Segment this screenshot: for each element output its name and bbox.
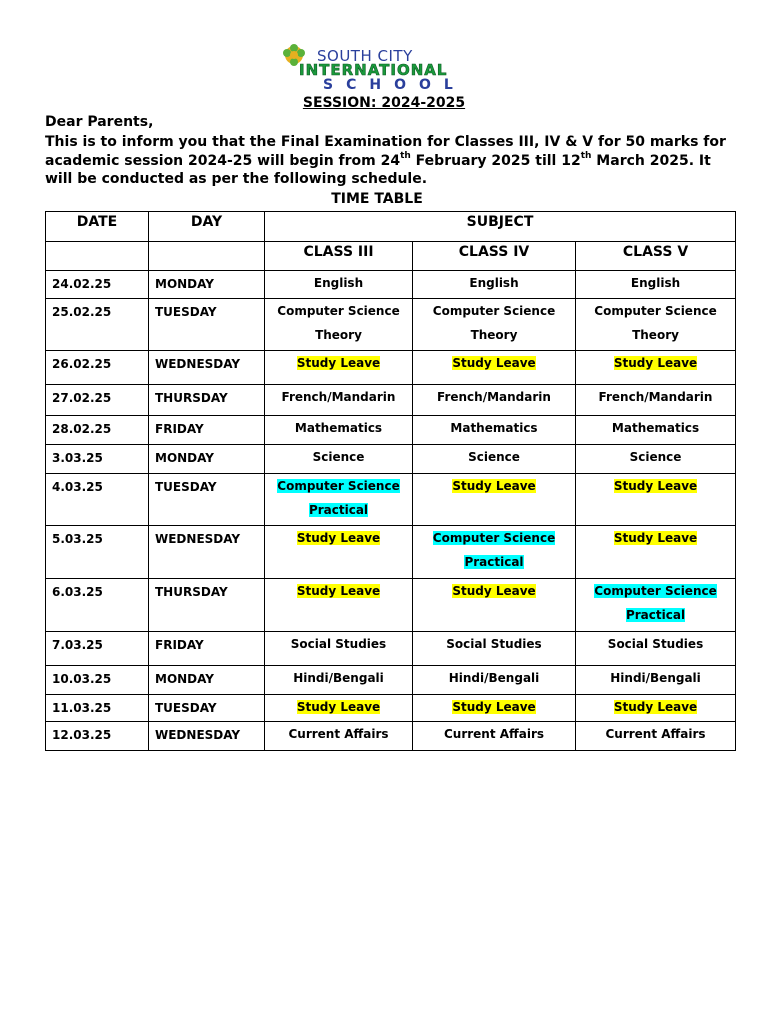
table-row	[46, 722, 736, 751]
cell-day: WEDNESDAY	[149, 526, 265, 579]
salutation: Dear Parents,	[45, 114, 154, 130]
cell-subject-class-5	[576, 299, 736, 351]
subject-text: French/Mandarin	[437, 390, 551, 404]
cell-subject-class-4	[413, 722, 576, 751]
subject-text: Current Affairs	[605, 727, 706, 741]
cell-subject-class-3	[265, 299, 413, 351]
header-row-classes	[46, 242, 736, 271]
subject-text: Study Leave	[452, 479, 536, 493]
subject-text: English	[469, 276, 519, 290]
logo-line-3: SCHOOL	[323, 77, 466, 93]
header-subject: SUBJECT	[265, 212, 736, 242]
subject-text: Computer Science Theory	[432, 304, 556, 342]
subject-text: Hindi/Bengali	[610, 671, 701, 685]
subject-text: Study Leave	[452, 700, 536, 714]
cell-date: 24.02.25	[46, 271, 149, 299]
intro-sup-1: th	[400, 150, 411, 161]
header-class-3: CLASS III	[265, 242, 413, 271]
cell-date: 10.03.25	[46, 666, 149, 695]
intro-part-2: February 2025 till 12	[410, 152, 581, 169]
table-row	[46, 351, 736, 385]
cell-day: MONDAY	[149, 271, 265, 299]
header-class-4: CLASS IV	[413, 242, 576, 271]
header-empty-day	[149, 242, 265, 271]
cell-subject-class-4	[413, 445, 576, 474]
table-row	[46, 416, 736, 445]
subject-text: Current Affairs	[443, 727, 545, 741]
cell-subject-class-5	[576, 695, 736, 722]
cell-date: 26.02.25	[46, 351, 149, 385]
cell-subject-class-5	[576, 416, 736, 445]
intro-sup-2: th	[580, 150, 592, 161]
cell-subject-class-3	[265, 695, 413, 722]
timetable-body	[46, 271, 736, 751]
cell-date: 4.03.25	[46, 474, 149, 526]
subject-text: English	[630, 276, 681, 290]
cell-subject-class-3	[265, 351, 413, 385]
table-row	[46, 445, 736, 474]
header-row-main	[46, 212, 736, 242]
cell-subject-class-3	[265, 579, 413, 632]
cell-subject-class-3	[265, 526, 413, 579]
cell-day: TUESDAY	[149, 474, 265, 526]
timetable	[45, 211, 736, 751]
intro-part-3: March 2025. It will be conducted as per the following schedule.	[45, 152, 711, 187]
subject-text: Mathematics	[450, 421, 538, 435]
cell-subject-class-5	[576, 666, 736, 695]
cell-day: THURSDAY	[149, 385, 265, 416]
subject-text: English	[313, 276, 364, 290]
cell-subject-class-3	[265, 445, 413, 474]
subject-text: Science	[468, 450, 520, 464]
subject-text: Study Leave	[296, 531, 381, 545]
cell-subject-class-3	[265, 474, 413, 526]
header-day: DAY	[149, 212, 265, 242]
school-logo-graphic	[279, 44, 485, 94]
cell-subject-class-5	[576, 351, 736, 385]
intro-paragraph	[45, 133, 735, 189]
cell-subject-class-5	[576, 385, 736, 416]
subject-text: Computer Science Practical	[594, 584, 717, 622]
cell-subject-class-3	[265, 722, 413, 751]
cell-subject-class-4	[413, 666, 576, 695]
table-row	[46, 695, 736, 722]
subject-text: Computer Science Practical	[432, 531, 556, 569]
cell-subject-class-4	[413, 271, 576, 299]
cell-subject-class-5	[576, 632, 736, 666]
table-row	[46, 299, 736, 351]
school-logo	[279, 44, 485, 94]
cell-date: 25.02.25	[46, 299, 149, 351]
subject-text: Study Leave	[452, 356, 536, 370]
table-row	[46, 526, 736, 579]
cell-subject-class-5	[576, 579, 736, 632]
cell-subject-class-3	[265, 666, 413, 695]
subject-text: Hindi/Bengali	[448, 671, 540, 685]
subject-text: Computer Science Theory	[277, 304, 400, 342]
cell-day: FRIDAY	[149, 416, 265, 445]
subject-text: Study Leave	[296, 584, 381, 598]
cell-date: 11.03.25	[46, 695, 149, 722]
intro-part-1: This is to inform you that the Final Examination for Classes III, IV & V for 50 marks for academic session 2024-25 will begin from 24	[45, 134, 726, 169]
cell-day: MONDAY	[149, 666, 265, 695]
cell-date: 27.02.25	[46, 385, 149, 416]
cell-subject-class-4	[413, 695, 576, 722]
subject-text: Hindi/Bengali	[293, 671, 384, 685]
cell-date: 5.03.25	[46, 526, 149, 579]
cell-subject-class-4	[413, 416, 576, 445]
subject-text: Science	[312, 450, 365, 464]
session-title: SESSION: 2024-2025	[302, 95, 466, 111]
cell-date: 7.03.25	[46, 632, 149, 666]
table-row	[46, 385, 736, 416]
subject-text: Study Leave	[613, 479, 698, 493]
header-class-5: CLASS V	[576, 242, 736, 271]
table-row	[46, 579, 736, 632]
subject-text: Mathematics	[294, 421, 383, 435]
cell-subject-class-3	[265, 416, 413, 445]
cell-subject-class-4	[413, 579, 576, 632]
cell-subject-class-4	[413, 385, 576, 416]
logo-line-2: INTERNATIONAL	[299, 61, 448, 79]
cell-date: 28.02.25	[46, 416, 149, 445]
cell-subject-class-4	[413, 526, 576, 579]
cell-subject-class-5	[576, 271, 736, 299]
cell-subject-class-5	[576, 722, 736, 751]
table-row	[46, 271, 736, 299]
cell-subject-class-3	[265, 632, 413, 666]
subject-text: Mathematics	[611, 421, 700, 435]
table-row	[46, 666, 736, 695]
subject-text: French/Mandarin	[598, 390, 713, 404]
cell-subject-class-3	[265, 385, 413, 416]
cell-subject-class-3	[265, 271, 413, 299]
cell-date: 12.03.25	[46, 722, 149, 751]
subject-text: Study Leave	[613, 531, 698, 545]
subject-text: Computer Science Theory	[594, 304, 717, 342]
subject-text: Social Studies	[290, 637, 387, 651]
cell-day: FRIDAY	[149, 632, 265, 666]
cell-day: TUESDAY	[149, 695, 265, 722]
cell-day: WEDNESDAY	[149, 351, 265, 385]
cell-date: 6.03.25	[46, 579, 149, 632]
cell-date: 3.03.25	[46, 445, 149, 474]
cell-subject-class-4	[413, 299, 576, 351]
table-row	[46, 474, 736, 526]
subject-text: Social Studies	[607, 637, 704, 651]
cell-subject-class-5	[576, 526, 736, 579]
header-empty-date	[46, 242, 149, 271]
cell-day: TUESDAY	[149, 299, 265, 351]
subject-text: French/Mandarin	[281, 390, 396, 404]
cell-subject-class-4	[413, 351, 576, 385]
cell-subject-class-5	[576, 474, 736, 526]
timetable-title: TIME TABLE	[331, 191, 423, 207]
logo-line-1: SOUTH CITY	[317, 47, 413, 65]
cell-subject-class-4	[413, 474, 576, 526]
cell-subject-class-5	[576, 445, 736, 474]
subject-text: Social Studies	[446, 637, 542, 651]
subject-text: Study Leave	[296, 700, 381, 714]
header-date: DATE	[46, 212, 149, 242]
cell-day: MONDAY	[149, 445, 265, 474]
cell-day: THURSDAY	[149, 579, 265, 632]
table-row	[46, 632, 736, 666]
subject-text: Study Leave	[452, 584, 536, 598]
cell-day: WEDNESDAY	[149, 722, 265, 751]
subject-text: Current Affairs	[288, 727, 389, 741]
subject-text: Study Leave	[613, 356, 698, 370]
subject-text: Science	[629, 450, 682, 464]
cell-subject-class-4	[413, 632, 576, 666]
subject-text: Computer Science Practical	[277, 479, 400, 517]
subject-text: Study Leave	[613, 700, 698, 714]
subject-text: Study Leave	[296, 356, 381, 370]
